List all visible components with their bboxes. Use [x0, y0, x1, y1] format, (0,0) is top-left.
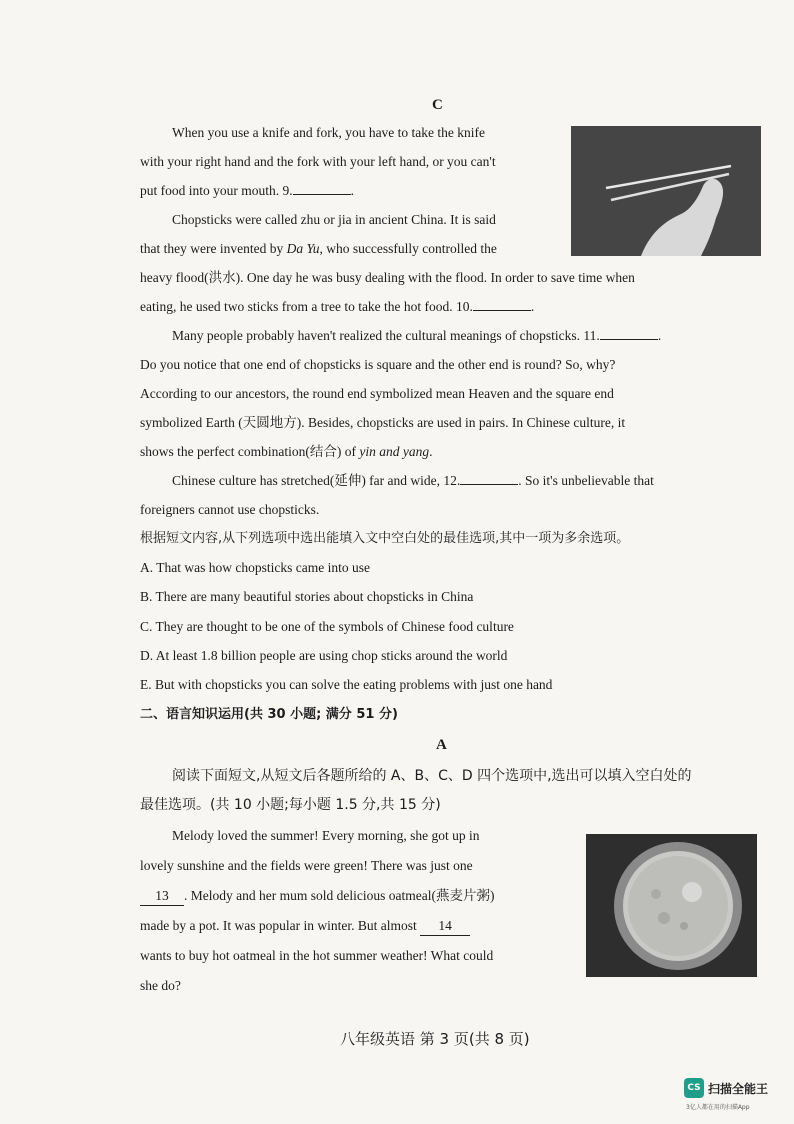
- c-p3-line-5: [140, 443, 432, 461]
- blank-12[interactable]: [460, 472, 518, 485]
- option-e[interactable]: E. But with chopsticks you can solve the eating problems with just one hand: [140, 677, 553, 692]
- blank-14[interactable]: 14: [420, 917, 470, 936]
- chopsticks-photo: [571, 126, 761, 256]
- oatmeal-bowl-image: [586, 834, 757, 977]
- blank-9[interactable]: [293, 182, 351, 195]
- c-p2-line-2: [140, 240, 497, 258]
- page-footer: 八年级英语 第 3 页(共 8 页): [340, 1030, 530, 1048]
- oatmeal-photo: [586, 834, 757, 977]
- a-line-1: Melody loved the summer! Every morning, she got up in: [172, 828, 480, 843]
- scanner-badge: [684, 1078, 768, 1098]
- c-p3-line-3: According to our ancestors, the round end symbolized mean Heaven and the square end: [140, 386, 614, 401]
- c-p4-line-2: foreigners cannot use chopsticks.: [140, 502, 320, 517]
- a-line-3: [140, 887, 494, 906]
- c-p1-line-3-text: put food into your mouth. 9.: [140, 183, 293, 198]
- c-p3-line-1-text: Many people probably haven't realized the cultural meanings of chopsticks. 11.: [172, 328, 600, 343]
- a-line-4-text: made by a pot. It was popular in winter. But almost: [140, 918, 417, 933]
- yin-yang-term: yin and yang: [359, 444, 430, 459]
- a-line-2: lovely sunshine and the fields were green! There was just one: [140, 858, 473, 873]
- c-p3-line-5-end: .: [429, 444, 433, 459]
- scanner-tagline: 3亿人都在用的扫描App: [686, 1104, 750, 1111]
- a-line-5: wants to buy hot oatmeal in the hot summer weather! What could: [140, 948, 494, 963]
- c-p2-line-4: eating, he used two sticks from a tree to take the hot food. 10. .: [140, 299, 535, 314]
- scanner-logo-icon: CS: [684, 1078, 704, 1098]
- c-p2-line-2-b: , who successfully controlled the: [319, 241, 497, 256]
- c-p3-line-5-text: shows the perfect combination(结合) of: [140, 444, 360, 459]
- c-p3-line-2: Do you notice that one end of chopsticks is square and the other end is round? So, why?: [140, 357, 616, 372]
- c-p4-line-1-a: Chinese culture has stretched(延伸) far and wide, 12.: [172, 473, 461, 488]
- c-p2-line-3: heavy flood(洪水). One day he was busy dealing with the flood. In order to save time when: [140, 270, 635, 285]
- c-p4-line-1: [172, 472, 654, 490]
- a-line-4: [140, 917, 470, 936]
- a-line-3-text: . Melody and her mum sold delicious oatmeal(燕麦片粥): [184, 888, 495, 903]
- option-b[interactable]: B. There are many beautiful stories about chopsticks in China: [140, 589, 474, 604]
- c-p3-line-1: Many people probably haven't realized the cultural meanings of chopsticks. 11. .: [172, 328, 662, 343]
- c-p2-line-2-a: that they were invented by: [140, 241, 287, 256]
- blank-13[interactable]: 13: [140, 887, 184, 906]
- part-two-heading: 二、语言知识运用(共 30 小题; 满分 51 分): [140, 707, 398, 722]
- c-p2-line-1: Chopsticks were called zhu or jia in ancient China. It is said: [172, 212, 496, 227]
- c-p1-line-1: When you use a knife and fork, you have to take the knife: [172, 125, 486, 140]
- part-two-instruction-1: 阅读下面短文,从短文后各题所给的 A、B、C、D 四个选项中,选出可以填入空白处的: [172, 768, 692, 784]
- blank-10[interactable]: [473, 298, 531, 311]
- a-line-6: she do?: [140, 978, 181, 993]
- c-p1-line-3: put food into your mouth. 9. .: [140, 183, 354, 198]
- option-a[interactable]: A. That was how chopsticks came into use: [140, 560, 370, 575]
- option-c[interactable]: C. They are thought to be one of the symbols of Chinese food culture: [140, 619, 514, 634]
- da-yu-name: Da Yu: [286, 241, 320, 256]
- blank-11[interactable]: [600, 327, 658, 340]
- hand-chopsticks-image: [571, 126, 761, 256]
- section-heading-c: C: [432, 97, 443, 113]
- scanner-name: 扫描全能王: [708, 1081, 769, 1096]
- c-p4-line-1-b: . So it's unbelievable that: [518, 473, 654, 488]
- option-d[interactable]: D. At least 1.8 billion people are using chop sticks around the world: [140, 648, 508, 663]
- c-p2-line-4-text: eating, he used two sticks from a tree to take the hot food. 10.: [140, 299, 473, 314]
- c-p3-line-4: symbolized Earth (天圆地方). Besides, chopsticks are used in pairs. In Chinese culture, it: [140, 415, 626, 430]
- c-p1-line-2: with your right hand and the fork with your left hand, or you can't: [140, 154, 496, 169]
- part-two-instruction-2: 最佳选项。(共 10 小题;每小题 1.5 分,共 15 分): [140, 797, 441, 813]
- section-heading-a: A: [436, 737, 447, 753]
- c-instruction: 根据短文内容,从下列选项中选出能填入文中空白处的最佳选项,其中一项为多余选项。: [140, 531, 630, 546]
